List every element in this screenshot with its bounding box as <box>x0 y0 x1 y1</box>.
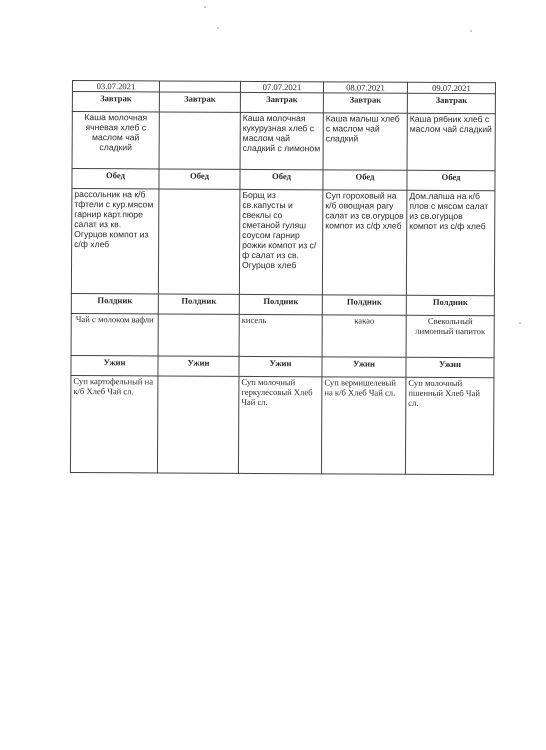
lunch-items-row <box>71 189 495 296</box>
breakfast-items-row <box>72 112 495 171</box>
scan-speck <box>217 27 219 29</box>
meal-label: Ужин <box>158 356 239 376</box>
breakfast-header-row <box>72 92 495 114</box>
meal-label: Обед <box>407 170 495 190</box>
meal-label: Обед <box>72 169 159 189</box>
meal-label: Полдник <box>322 295 406 315</box>
breakfast-item: Каша молочная кукурузная хлеб с маслом чай сладкий с лимоном <box>240 112 323 169</box>
breakfast-item <box>159 112 240 169</box>
dinner-item: Суп картофельный на к/б Хлеб Чай сл. <box>70 375 158 472</box>
dinner-item: Суп молочный пшенный Хлеб Чай сл. <box>405 377 494 474</box>
snack-header-row <box>71 293 494 315</box>
date-cell: 08.07.2021 <box>323 82 407 93</box>
meal-label: Завтрак <box>240 92 323 112</box>
meal-label: Полдник <box>406 295 494 315</box>
meal-label: Полдник <box>158 294 239 314</box>
lunch-item: рассольник на к/б тфтели с кур.мясом гарнир карт.пюре салат из кв. Огурцов компот из с/ф хлеб <box>71 189 159 294</box>
meal-label: Ужин <box>406 357 494 377</box>
breakfast-item: Каша молочная ячневая хлеб с маслом чай сладкий <box>72 112 159 169</box>
snack-item: Свекольный лимонный напиток <box>406 315 494 357</box>
meal-label: Обед <box>323 170 407 190</box>
dinner-header-row <box>71 355 494 377</box>
lunch-item: Дом.лапша на к/б плов с мясом салат из св.огурцов компот из с/ф хлеб <box>406 190 495 295</box>
scan-speck <box>204 6 206 8</box>
meal-label: Завтрак <box>323 93 407 113</box>
dinner-item: Суп молочный геркулесовый Хлеб Чай сл. <box>238 376 322 473</box>
date-cell: 07.07.2021 <box>240 81 323 92</box>
weekly-menu-table <box>70 80 496 475</box>
lunch-item: Борщ из св.капусты и свеклы со сметаной гуляш соусом гарнир рожки компот из с/ф салат из св. Огурцов хлеб <box>239 189 323 294</box>
date-cell: 09.07.2021 <box>407 82 495 93</box>
lunch-item <box>158 189 240 294</box>
lunch-item: Суп гороховый на к/б овощная рагу салат из св.огурцов компот из с/ф хлеб <box>322 190 407 295</box>
snack-item: Чай с молоком вафли <box>71 313 158 355</box>
meal-label: Полдник <box>71 293 158 313</box>
snack-item: кисель <box>239 314 322 356</box>
meal-label: Обед <box>240 169 323 189</box>
meal-label: Полдник <box>239 294 322 314</box>
date-cell: 03.07.2021 <box>72 81 159 92</box>
scan-speck <box>470 30 472 32</box>
snack-items-row <box>71 313 494 357</box>
meal-label: Завтрак <box>159 92 240 112</box>
date-cell <box>159 81 240 92</box>
scan-speck <box>519 322 521 324</box>
dinner-item: Суп вермишелевый на к/б Хлеб Чай сл. <box>321 377 406 474</box>
dinner-items-row <box>70 375 494 474</box>
meal-label: Завтрак <box>407 93 495 113</box>
meal-label: Ужин <box>239 356 322 376</box>
meal-label: Ужин <box>71 355 158 375</box>
breakfast-item: Каша малыш хлеб с маслом чай сладкий <box>323 113 407 170</box>
breakfast-item: Каша рябник хлеб с маслом чай сладкий <box>407 113 495 170</box>
snack-item: какао <box>322 315 406 357</box>
meal-label: Ужин <box>322 357 406 377</box>
dinner-item <box>157 376 239 473</box>
lunch-header-row <box>72 169 495 191</box>
meal-label: Обед <box>159 169 240 189</box>
snack-item <box>158 314 239 356</box>
meal-label: Завтрак <box>72 92 159 112</box>
